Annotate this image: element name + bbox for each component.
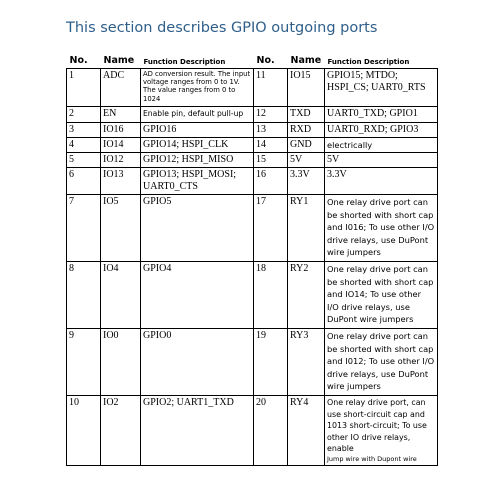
- relay-description-note: Jump wire with Dupont wire: [327, 454, 417, 463]
- header-no: No.: [69, 55, 88, 66]
- cell-description-2: One relay drive port can be shorted with short cap and IO14; To use other I/O drive relays, use DuPont wire jumpers: [325, 262, 438, 329]
- cell-name: IO5: [101, 195, 141, 262]
- cell-name: IO12: [101, 153, 141, 168]
- cell-name: IO2: [101, 396, 141, 466]
- cell-description-2: electrically: [325, 137, 438, 153]
- cell-name: EN: [101, 107, 141, 123]
- cell-no: 5: [67, 153, 101, 168]
- cell-no-2: 18: [254, 262, 288, 329]
- table-row: [67, 396, 438, 466]
- cell-name: IO0: [101, 329, 141, 396]
- cell-no-2: 12: [254, 107, 288, 123]
- cell-description-2: UART0_TXD; GPIO1: [325, 107, 438, 123]
- cell-description: GPIO14; HSPI_CLK: [141, 137, 254, 153]
- cell-description-2: 3.3V: [325, 168, 438, 195]
- cell-name-2: TXD: [288, 107, 325, 123]
- cell-no: 4: [67, 137, 101, 153]
- cell-no-2: 20: [254, 396, 288, 466]
- cell-description-2: GPIO15; MTDO; HSPI_CS; UART0_RTS: [325, 69, 438, 107]
- cell-name-2: RXD: [288, 122, 325, 137]
- header-no-2: No.: [256, 55, 275, 66]
- cell-no: 8: [67, 262, 101, 329]
- cell-description: AD conversion result. The input voltage ranges from 0 to 1V. The value ranges from 0 to 1024: [141, 69, 254, 107]
- cell-description: GPIO0: [141, 329, 254, 396]
- header-name: Name: [103, 55, 135, 66]
- cell-no-2: 19: [254, 329, 288, 396]
- table-row: [67, 137, 438, 153]
- cell-no: 2: [67, 107, 101, 123]
- cell-name-2: RY2: [288, 262, 325, 329]
- cell-name: IO14: [101, 137, 141, 153]
- cell-name: IO4: [101, 262, 141, 329]
- cell-description: GPIO16: [141, 122, 254, 137]
- header-function-description-2: Function Description: [327, 58, 410, 66]
- cell-description-2: One relay drive port can be shorted with short cap and I012; To use other I/O drive relays, use DuPont wire jumpers: [325, 329, 438, 396]
- gpio-table: [66, 52, 438, 466]
- cell-no-2: 13: [254, 122, 288, 137]
- cell-no: 3: [67, 122, 101, 137]
- table-row: [67, 262, 438, 329]
- header-function-description: Function Description: [143, 58, 226, 66]
- table-row: [67, 122, 438, 137]
- section-title: This section describes GPIO outgoing ports: [66, 20, 378, 36]
- table-row: [67, 168, 438, 195]
- cell-no: 6: [67, 168, 101, 195]
- header-name-2: Name: [290, 55, 322, 66]
- cell-description: Enable pin, default pull-up: [141, 107, 254, 123]
- cell-name-2: 3.3V: [288, 168, 325, 195]
- table-header-row: [67, 52, 438, 69]
- cell-no: 7: [67, 195, 101, 262]
- cell-description-2: One relay drive port can be shorted with short cap and I016; To use other I/O drive relays, use DuPont wire jumpers: [325, 195, 438, 262]
- table-row: [67, 107, 438, 123]
- table-row: [67, 329, 438, 396]
- cell-name-2: GND: [288, 137, 325, 153]
- cell-description: GPIO13; HSPI_MOSI; UART0_CTS: [141, 168, 254, 195]
- cell-description: GPIO12; HSPI_MISO: [141, 153, 254, 168]
- cell-name: ADC: [101, 69, 141, 107]
- cell-description: GPIO2; UART1_TXD: [141, 396, 254, 466]
- cell-no-2: 15: [254, 153, 288, 168]
- cell-name-2: IO15: [288, 69, 325, 107]
- cell-no-2: 17: [254, 195, 288, 262]
- cell-no: 10: [67, 396, 101, 466]
- cell-no-2: 14: [254, 137, 288, 153]
- cell-description-2: [325, 396, 438, 466]
- cell-no-2: 16: [254, 168, 288, 195]
- cell-description-2: UART0_RXD; GPIO3: [325, 122, 438, 137]
- relay-description-text: One relay drive port, can use short-circuit cap and 1013 short-circuit; To use other IO drive relays, enable: [327, 398, 427, 453]
- cell-name-2: 5V: [288, 153, 325, 168]
- cell-no: 9: [67, 329, 101, 396]
- cell-name-2: RY4: [288, 396, 325, 466]
- cell-no-2: 11: [254, 69, 288, 107]
- cell-name-2: RY3: [288, 329, 325, 396]
- table-row: [67, 153, 438, 168]
- cell-no: 1: [67, 69, 101, 107]
- cell-name: IO16: [101, 122, 141, 137]
- cell-name-2: RY1: [288, 195, 325, 262]
- cell-name: IO13: [101, 168, 141, 195]
- table-row: [67, 69, 438, 107]
- cell-description-2: 5V: [325, 153, 438, 168]
- table-row: [67, 195, 438, 262]
- cell-description: GPIO4: [141, 262, 254, 329]
- cell-description: GPIO5: [141, 195, 254, 262]
